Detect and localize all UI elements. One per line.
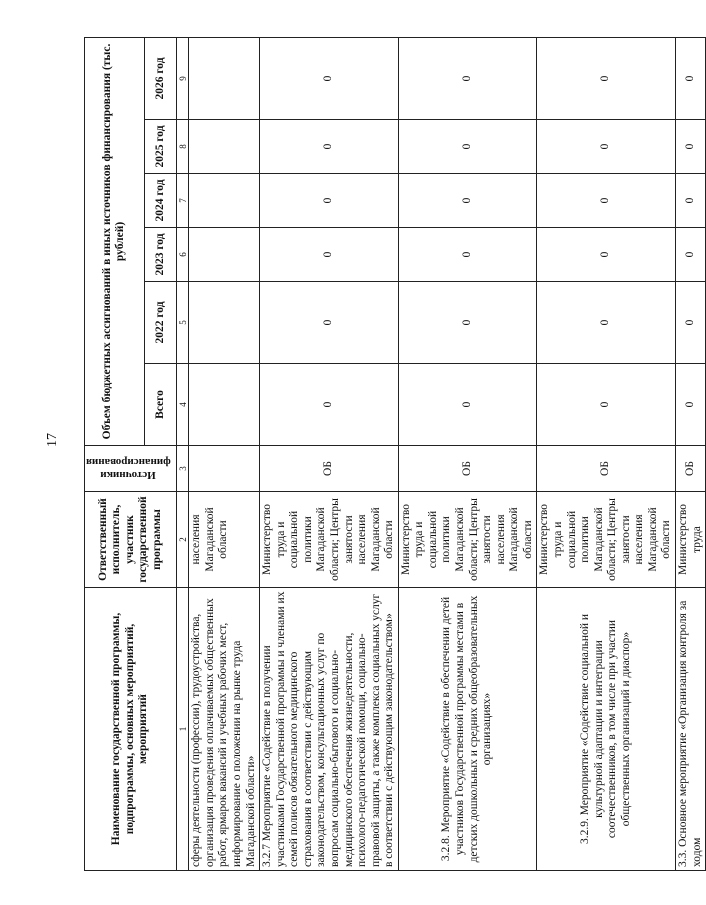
column-number: 7 xyxy=(177,174,189,228)
column-number: 9 xyxy=(177,37,189,119)
rotated-table-content xyxy=(84,38,703,871)
row-value: 0 xyxy=(260,282,399,364)
column-number: 3 xyxy=(177,446,189,492)
row-value: 0 xyxy=(398,364,537,446)
header-executor: Ответственный исполнитель, участник государственной программы xyxy=(85,492,177,588)
table-row xyxy=(676,37,706,870)
header-row-1 xyxy=(85,37,145,870)
row-source: ОБ xyxy=(398,446,537,492)
row-source: ОБ xyxy=(537,446,676,492)
row-value: 0 xyxy=(260,37,399,119)
column-number-row xyxy=(177,37,189,870)
row-executor: населения Магаданской области xyxy=(189,492,260,588)
table-row xyxy=(398,37,537,870)
row-value: 0 xyxy=(537,37,676,119)
row-value: 0 xyxy=(537,120,676,174)
row-value: 0 xyxy=(537,282,676,364)
row-value xyxy=(189,37,260,119)
row-name: 3.2.9. Мероприятие «Содействие социальной и культурной адаптации и интеграции соотечественников, в том числе при участии общественных организаций и диаспор» xyxy=(537,588,676,871)
row-value: 0 xyxy=(398,282,537,364)
row-executor: Министерство труда xyxy=(676,492,706,588)
rotated-table-frame xyxy=(84,38,703,867)
row-value: 0 xyxy=(676,37,706,119)
row-value: 0 xyxy=(676,282,706,364)
row-value xyxy=(189,364,260,446)
column-number: 8 xyxy=(177,120,189,174)
header-year-2023: 2023 год xyxy=(144,228,177,282)
header-funding-source-text: Источники финансирования xyxy=(86,456,171,482)
row-name: 3.3. Основное мероприятие «Организация контроля за ходом xyxy=(676,588,706,871)
budget-table xyxy=(84,37,706,871)
row-value: 0 xyxy=(676,364,706,446)
row-value: 0 xyxy=(398,120,537,174)
header-year-total: Всего xyxy=(144,364,177,446)
row-value: 0 xyxy=(260,228,399,282)
row-value: 0 xyxy=(537,174,676,228)
row-value: 0 xyxy=(260,120,399,174)
row-value: 0 xyxy=(260,364,399,446)
row-value xyxy=(189,228,260,282)
row-value xyxy=(189,120,260,174)
column-number: 4 xyxy=(177,364,189,446)
row-value: 0 xyxy=(398,228,537,282)
column-number: 5 xyxy=(177,282,189,364)
table-row xyxy=(260,37,399,870)
row-value: 0 xyxy=(398,174,537,228)
row-value: 0 xyxy=(676,174,706,228)
column-number: 2 xyxy=(177,492,189,588)
header-year-2022: 2022 год xyxy=(144,282,177,364)
row-value: 0 xyxy=(676,228,706,282)
row-source xyxy=(189,446,260,492)
header-year-2024: 2024 год xyxy=(144,174,177,228)
column-number: 6 xyxy=(177,228,189,282)
row-source: ОБ xyxy=(676,446,706,492)
row-executor: Министерство труда и социальной политики Магаданской области; Центры занятости населения Магаданской области xyxy=(398,492,537,588)
row-name: сферы деятельности (профессии), трудоустройства, организация проведения оплачиваемых общественных работ, ярмарок вакансий и учебных рабочих мест, информирование о положении на рынке труда Магаданской области» xyxy=(189,588,260,871)
column-number: 1 xyxy=(177,588,189,871)
row-source: ОБ xyxy=(260,446,399,492)
row-value xyxy=(189,282,260,364)
row-value: 0 xyxy=(260,174,399,228)
header-funding-source xyxy=(85,446,177,492)
row-value: 0 xyxy=(537,364,676,446)
row-executor: Министерство труда и социальной политики Магаданской области; Центры занятости населения Магаданской области xyxy=(260,492,399,588)
page-number: 17 xyxy=(45,433,60,447)
header-funding-group: Объем бюджетных ассигнований в иных источников финансирования (тыс. рублей) xyxy=(85,37,145,445)
row-value xyxy=(189,174,260,228)
header-program-name: Наименование государственной программы, подпрограммы, основных мероприятий, мероприятий xyxy=(85,588,177,871)
row-value: 0 xyxy=(398,37,537,119)
header-year-2025: 2025 год xyxy=(144,120,177,174)
row-value: 0 xyxy=(676,120,706,174)
table-row xyxy=(537,37,676,870)
row-name: 3.2.7 Мероприятие «Содействие в получении участниками Государственной программы и членами их семей полисов обязательного медицинского страхования в соответствии с действующим законодательством, консультационных услуг по вопросам социально-бытового и социально-медицинского обеспечения жизнедеятельности, психолого-педагогической помощи, социально-правовой защиты, а также комплекса социальных услуг в соответствии с действующим законодательством» xyxy=(260,588,399,871)
row-executor: Министерство труда и социальной политики Магаданской области; Центры занятости населения Магаданской области xyxy=(537,492,676,588)
table-row xyxy=(189,37,260,870)
row-value: 0 xyxy=(537,228,676,282)
header-year-2026: 2026 год xyxy=(144,37,177,119)
row-name: 3.2.8. Мероприятие «Содействие в обеспечении детей участников Государственной программы местами в детских дошкольных и средних общеобразовательных организациях» xyxy=(398,588,537,871)
